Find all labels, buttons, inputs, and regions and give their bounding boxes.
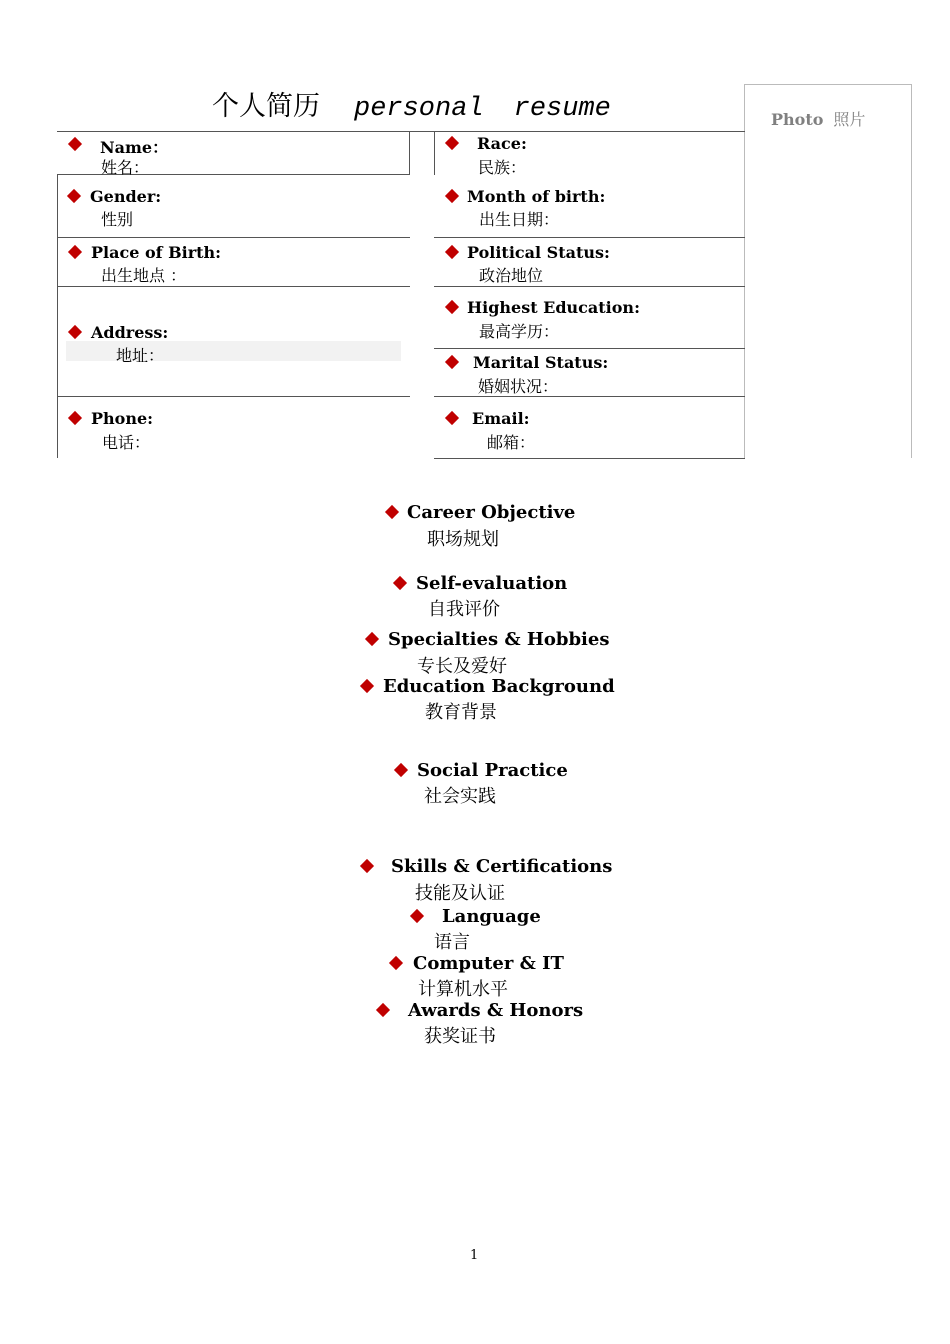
bullet-diamond-icon (360, 679, 374, 693)
page-title (212, 84, 611, 124)
highest-education-label-cn[interactable]: 最高学历： (479, 322, 560, 341)
bullet-diamond-icon (393, 576, 407, 590)
section-skills-certifications-en: Skills & Certifications (391, 856, 613, 877)
table-left-border (57, 174, 58, 458)
phone-label-en: Phone: (91, 409, 154, 428)
section-self-evaluation-en: Self-evaluation (416, 573, 568, 594)
name-label-en: Name： (100, 138, 169, 157)
month-of-birth-label-en: Month of birth: (467, 187, 606, 206)
bullet-diamond-icon (445, 245, 459, 259)
bullet-diamond-icon (68, 245, 82, 259)
name-label-cn[interactable]: 姓名： (101, 158, 150, 177)
photo-label-en: Photo (771, 110, 824, 129)
gender-row-bottom-rule-left (57, 237, 410, 238)
gender-label-en: Gender: (90, 187, 162, 206)
race-label-cn[interactable]: 民族： (478, 158, 527, 177)
photo-box[interactable] (744, 84, 912, 458)
section-skills-certifications-cn: 技能及认证 (415, 883, 505, 904)
address-label-cn[interactable]: 地址： (116, 346, 165, 365)
section-education-background-en: Education Background (383, 676, 615, 697)
bullet-diamond-icon (389, 956, 403, 970)
section-computer-it-en: Computer & IT (413, 953, 564, 974)
title-chinese: 个人简历 (212, 91, 320, 122)
birthplace-row-bottom-rule-right (434, 286, 745, 287)
gender-row-bottom-rule-right (434, 237, 745, 238)
bullet-diamond-icon (445, 136, 459, 150)
title-english-resume: resume (513, 94, 611, 124)
phone-label-cn[interactable]: 电话： (102, 433, 151, 452)
photo-label-cn: 照片 (833, 110, 866, 129)
section-specialties-hobbies-en: Specialties & Hobbies (388, 629, 610, 650)
political-status-label-cn[interactable]: 政治地位 (479, 266, 544, 285)
place-of-birth-label-en: Place of Birth: (91, 243, 222, 262)
email-label-cn[interactable]: 邮箱： (487, 433, 536, 452)
bullet-diamond-icon (385, 505, 399, 519)
name-cell-right-border (409, 131, 410, 175)
section-computer-it-cn: 计算机水平 (418, 979, 508, 1000)
table-top-rule (57, 131, 745, 132)
bullet-diamond-icon (68, 325, 82, 339)
section-language-en: Language (442, 906, 541, 927)
bullet-diamond-icon (376, 1003, 390, 1017)
bullet-diamond-icon (365, 632, 379, 646)
section-social-practice-cn: 社会实践 (424, 786, 496, 807)
bullet-diamond-icon (445, 355, 459, 369)
page-number: 1 (470, 1248, 479, 1263)
bullet-diamond-icon (410, 909, 424, 923)
section-self-evaluation-cn: 自我评价 (428, 599, 500, 620)
bullet-diamond-icon (445, 411, 459, 425)
bullet-diamond-icon (445, 300, 459, 314)
photo-label (771, 107, 865, 130)
birthplace-row-bottom-rule-left (57, 286, 410, 287)
bullet-diamond-icon (68, 411, 82, 425)
month-of-birth-label-cn[interactable]: 出生日期： (479, 210, 560, 229)
section-specialties-hobbies-cn: 专长及爱好 (417, 656, 507, 677)
highest-education-label-en: Highest Education: (467, 298, 640, 317)
section-language-cn: 语言 (434, 932, 470, 953)
place-of-birth-label-cn[interactable]: 出生地点 ： (101, 266, 187, 285)
marital-status-label-cn[interactable]: 婚姻状况： (478, 377, 559, 396)
education-row-bottom-rule (434, 348, 745, 349)
table-bottom-rule-right (434, 458, 745, 459)
gender-label-cn[interactable]: 性别 (101, 210, 134, 229)
section-awards-honors-en: Awards & Honors (408, 1000, 584, 1021)
bullet-diamond-icon (445, 189, 459, 203)
section-awards-honors-cn: 获奖证书 (424, 1026, 496, 1047)
address-label-en: Address: (91, 323, 169, 342)
bullet-diamond-icon (67, 189, 81, 203)
political-status-label-en: Political Status: (467, 243, 610, 262)
bullet-diamond-icon (394, 763, 408, 777)
bullet-diamond-icon (68, 137, 82, 151)
section-social-practice-en: Social Practice (417, 760, 568, 781)
address-row-bottom-rule-left (57, 396, 410, 397)
email-label-en: Email: (472, 409, 530, 428)
race-label-en: Race: (477, 134, 527, 153)
section-career-objective-en: Career Objective (407, 502, 576, 523)
race-cell-left-border (434, 131, 435, 175)
section-education-background-cn: 教育背景 (425, 702, 497, 723)
marital-status-label-en: Marital Status: (473, 353, 609, 372)
bullet-diamond-icon (360, 859, 374, 873)
section-career-objective-cn: 职场规划 (427, 529, 499, 550)
title-english-personal: personal (354, 94, 484, 124)
